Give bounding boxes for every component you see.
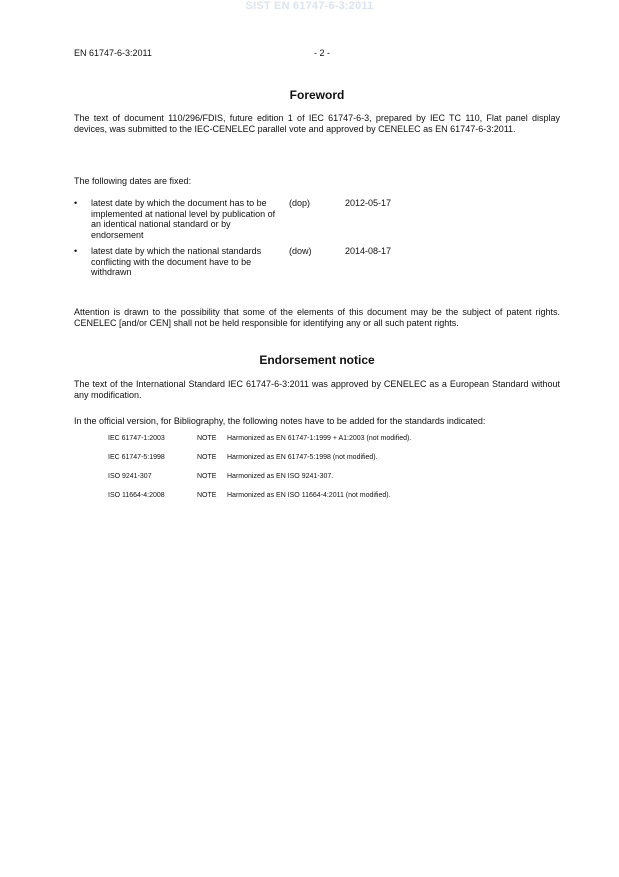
- date-description: latest date by which the national standards conflicting with the document have to be withdrawn: [91, 246, 262, 277]
- bullet: •: [74, 198, 78, 208]
- note-text: Harmonized as EN 61747-1:1999 + A1:2003 (not modified).: [227, 435, 412, 442]
- note-text: Harmonized as EN ISO 9241-307.: [227, 473, 334, 480]
- dates-list: [74, 198, 560, 286]
- date-abbreviation: (dow): [289, 246, 312, 256]
- dates-intro: The following dates are fixed:: [74, 176, 192, 186]
- patent-attention: Attention is drawn to the possibility that some of the elements of this document may be the subject of patent rights. CENELEC [and/or CEN] shall not be held responsible for identifying any or all such patent rights.: [74, 307, 560, 328]
- note-standard: IEC 61747-5:1998: [108, 454, 165, 461]
- note-standard: ISO 9241-307: [108, 473, 152, 480]
- bullet: •: [74, 246, 78, 256]
- document-id: EN 61747-6-3:2011: [74, 48, 152, 58]
- note-row: [108, 435, 538, 454]
- foreword-intro: The text of document 110/296/FDIS, future edition 1 of IEC 61747-6-3, prepared by IEC TC 110, Flat panel display devices, was submitted to the IEC-CENELEC parallel vote and approved by CENELEC as EN 61747-6-3:2011.: [74, 113, 560, 134]
- note-keyword: NOTE: [197, 492, 217, 499]
- note-row: [108, 454, 538, 473]
- note-text: Harmonized as EN ISO 11664-4:2011 (not modified).: [227, 492, 391, 499]
- note-row: [108, 473, 538, 492]
- note-row: [108, 492, 538, 511]
- note-keyword: NOTE: [197, 473, 217, 480]
- page-number: - 2 -: [314, 48, 331, 58]
- note-keyword: NOTE: [197, 435, 217, 442]
- note-keyword: NOTE: [197, 454, 217, 461]
- date-row-dop: [74, 198, 560, 246]
- endorsement-text: The text of the International Standard IEC 61747-6-3:2011 was approved by CENELEC as a European Standard without any modification.: [74, 379, 560, 400]
- bibliography-intro: In the official version, for Bibliography, the following notes have to be added for the standards indicated:: [74, 416, 486, 426]
- note-standard: IEC 61747-1:2003: [108, 435, 165, 442]
- note-standard: ISO 11664-4:2008: [108, 492, 165, 499]
- bibliography-notes: [108, 435, 538, 511]
- foreword-title: Foreword: [289, 88, 345, 102]
- note-text: Harmonized as EN 61747-5:1998 (not modified).: [227, 454, 378, 461]
- watermark: SIST EN 61747-6-3:2011: [245, 0, 374, 12]
- date-description: latest date by which the document has to be implemented at national level by publication of an identical national standard or by endorsement: [91, 198, 276, 240]
- endorsement-title: Endorsement notice: [259, 353, 375, 367]
- running-header: [74, 48, 560, 60]
- date-abbreviation: (dop): [289, 198, 311, 208]
- date-row-dow: [74, 246, 560, 286]
- date-value: 2014-08-17: [345, 246, 392, 256]
- date-value: 2012-05-17: [345, 198, 392, 208]
